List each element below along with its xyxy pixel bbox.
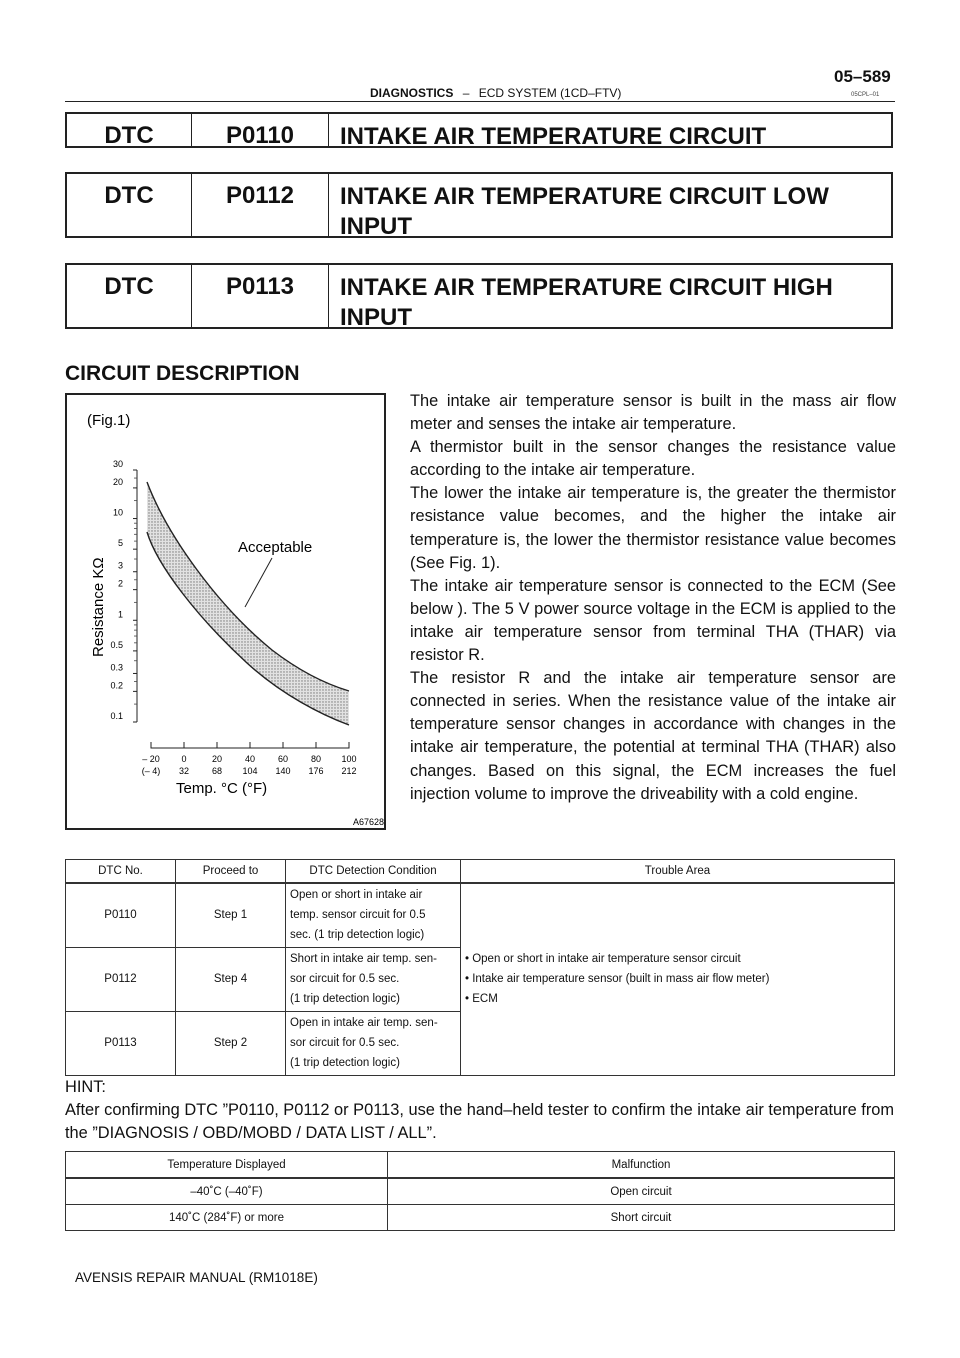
x-axis-label: Temp. °C (°F) (176, 780, 268, 797)
x-tick-label-f: 32 (178, 766, 190, 776)
column-header: DTC No. (66, 860, 176, 884)
description-paragraph: A thermistor built in the sensor changes the resistance value according to the intake air temperature. (410, 438, 896, 480)
proceed-to: Step 1 (176, 883, 286, 947)
condition-line: (1 trip detection logic) (290, 993, 400, 1005)
y-tick-label: 30 (112, 459, 123, 469)
detection-condition (286, 947, 461, 1011)
resistance-chart (67, 395, 388, 832)
condition-line: sec. (1 trip detection logic) (290, 929, 425, 942)
y-ticks (110, 459, 137, 722)
section-title: CIRCUIT DESCRIPTION (65, 362, 300, 385)
dtc-label: DTC (67, 265, 192, 327)
footer-manual-title: AVENSIS REPAIR MANUAL (RM1018E) (75, 1270, 318, 1285)
y-axis-label: Resistance KΩ (90, 557, 107, 657)
condition-line: Short in intake air temp. sen- (290, 953, 438, 965)
dtc-code: P0113 (192, 265, 329, 327)
condition-line: (1 trip detection logic) (290, 1057, 400, 1069)
condition-line: sor circuit for 0.5 sec. (290, 973, 400, 985)
dtc-title (329, 114, 891, 150)
table-header-row (66, 860, 895, 884)
figure-caption: (Fig.1) (87, 412, 131, 429)
dtc-title (329, 265, 891, 331)
y-tick-label: 20 (112, 476, 123, 487)
dtc-number: P0112 (66, 947, 176, 1011)
y-tick-label: 0.1 (110, 711, 123, 721)
trouble-area-item: • ECM (465, 993, 498, 1006)
x-tick-label-c: 40 (244, 754, 256, 764)
x-ticks (142, 742, 357, 776)
dtc-title-line: INTAKE AIR TEMPERATURE CIRCUIT (340, 123, 767, 150)
dtc-label: DTC (67, 174, 192, 236)
x-tick-label-f: 176 (308, 766, 324, 776)
trouble-area (461, 883, 895, 1075)
description-paragraph: The lower the intake air temperature is, the greater the thermistor resistance value becomes, and the higher the intake air temperature is, the lower the thermistor resistance value becomes (See Fig. 1). (410, 484, 896, 572)
figure-code: A67628 (353, 817, 385, 827)
trouble-area-item: • Open or short in intake air temperature sensor circuit (465, 953, 741, 966)
x-tick-label-c: 0 (181, 754, 187, 764)
acceptable-band (147, 482, 349, 725)
dtc-title-line: INTAKE AIR TEMPERATURE CIRCUIT HIGH (340, 274, 833, 301)
column-header: Temperature Displayed (66, 1152, 388, 1179)
dtc-number: P0113 (66, 1011, 176, 1075)
dtc-title-line: INTAKE AIR TEMPERATURE CIRCUIT LOW (340, 183, 829, 210)
hint-title: HINT: (65, 1078, 106, 1096)
y-tick-label: 2 (117, 578, 123, 589)
column-header: Proceed to (176, 860, 286, 884)
dtc-box-p0110 (65, 112, 893, 148)
table-header-row (66, 1152, 895, 1179)
y-tick-label: 10 (112, 507, 123, 518)
y-tick-label: 1 (117, 609, 123, 620)
header-section: DIAGNOSTICS (370, 86, 454, 100)
x-tick-label-f: 104 (242, 766, 258, 776)
x-tick-label-c: 20 (211, 754, 223, 764)
x-tick-label-c: 80 (310, 754, 322, 764)
condition-line: Open or short in intake air (290, 889, 423, 902)
x-tick-label-c: – 20 (142, 754, 160, 764)
header-rule (65, 101, 895, 102)
page-number: 05–589 (834, 67, 891, 86)
detection-condition (286, 1011, 461, 1075)
table-row (66, 1178, 895, 1205)
table-row (66, 883, 895, 947)
header-dash: – (462, 86, 470, 100)
proceed-to: Step 2 (176, 1011, 286, 1075)
column-header: Malfunction (388, 1152, 895, 1179)
condition-line: sor circuit for 0.5 sec. (290, 1037, 400, 1049)
proceed-to: Step 4 (176, 947, 286, 1011)
malfunction: Open circuit (388, 1178, 895, 1205)
condition-line: temp. sensor circuit for 0.5 (290, 909, 426, 922)
temperature-displayed: –40˚C (–40˚F) (66, 1178, 388, 1205)
dtc-title-line: INPUT (340, 213, 412, 240)
dtc-number: P0110 (66, 883, 176, 947)
temperature-displayed: 140˚C (284˚F) or more (66, 1205, 388, 1231)
x-tick-label-f: (– 4) (141, 766, 161, 776)
trouble-area-item: • Intake air temperature sensor (built in mass air flow meter) (465, 973, 770, 986)
description-paragraph: The intake air temperature sensor is connected to the ECM (See below ). The 5 V power source voltage in the ECM is applied to the intake air temperature sensor from terminal THA (THAR) via resistor R. (410, 576, 896, 665)
dtc-table (65, 859, 895, 1076)
y-tick-label: 0.5 (110, 639, 123, 650)
hint-text: After confirming DTC ”P0110, P0112 or P0113, use the hand–held tester to confirm the intake air temperature from the ”DIAGNOSIS / OBD/MOBD / DATA LIST / ALL”. (65, 1101, 895, 1142)
detection-condition (286, 883, 461, 947)
x-tick-label-c: 100 (341, 754, 357, 764)
band-label: Acceptable (238, 539, 313, 556)
dtc-title (329, 174, 891, 240)
y-tick-label: 0.3 (110, 662, 123, 673)
table-row (66, 1205, 895, 1231)
dtc-label: DTC (67, 114, 192, 146)
dtc-box-p0113 (65, 263, 893, 329)
hint-block (65, 1076, 897, 1145)
running-header (370, 86, 621, 100)
temperature-table (65, 1151, 895, 1231)
x-tick-label-f: 212 (341, 766, 357, 776)
y-tick-label: 5 (117, 538, 123, 549)
description-paragraph: The intake air temperature sensor is built in the mass air flow meter and senses the intake air temperature. (410, 392, 896, 434)
dtc-code: P0112 (192, 174, 329, 236)
column-header: DTC Detection Condition (286, 860, 461, 884)
dtc-title-line: INPUT (340, 304, 412, 331)
condition-line: Open in intake air temp. sen- (290, 1017, 438, 1029)
dtc-box-p0112 (65, 172, 893, 238)
header-code: 05CPL–01 (851, 92, 880, 98)
header-subsection: ECD SYSTEM (1CD–FTV) (478, 86, 622, 100)
description-paragraph: The resistor R and the intake air temperature sensor are connected in series. When the resistance value of the intake air temperature sensor changes in accordance with changes in the intake air temperature, the potential at terminal THA (THAR) also changes. Based on this signal, the ECM increases the fuel injection volume to improve the driveability with a cold engine. (410, 669, 896, 803)
y-tick-label: 3 (117, 560, 123, 571)
x-tick-label-c: 60 (277, 754, 289, 764)
circuit-description (410, 390, 896, 806)
x-tick-label-f: 140 (275, 766, 291, 776)
malfunction: Short circuit (388, 1205, 895, 1231)
column-header: Trouble Area (461, 860, 895, 884)
x-tick-label-f: 68 (211, 766, 223, 776)
figure-1 (65, 393, 386, 830)
band-leader-line (245, 558, 272, 607)
y-tick-label: 0.2 (110, 680, 123, 691)
dtc-code: P0110 (192, 114, 329, 146)
